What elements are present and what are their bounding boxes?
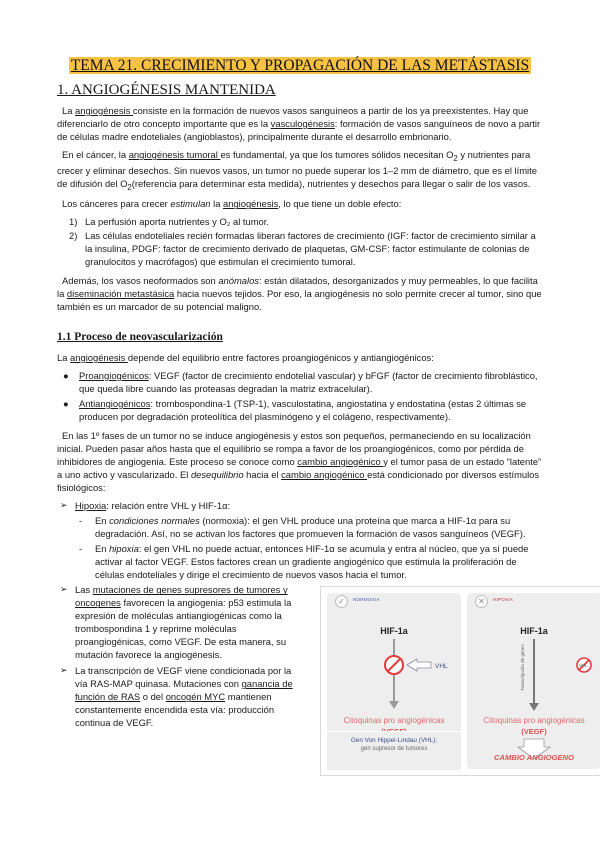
cytokines-left: Citoquinas pro angiogénicas [343,716,445,726]
list-item: 1) La perfusión aporta nutrientes y O₂ al tumor. [69,216,269,228]
arrow-bullet-icon: ➢ [60,499,68,510]
list-item: - En hipoxia: el gen VHL no puede actuar, entonces HIF-1α se acumula y entra al núcleo, que ya sí puede activar al factor VEGF. Estos factores crean un gradiente angiogénico que estimula la proliferación de células endoteliales y dirige el crecimiento de nuevos vasos hacia el tumor. [79,542,529,580]
check-icon: ✓ [335,595,348,608]
paragraph-balance: La angiogénesis depende del equilibrio entre factores proangiogénicos y antiangiogénicos: [57,351,434,363]
vhl-label-right: VHL [579,663,588,669]
hypoxia-sublist [77,515,543,582]
bullet-icon: ● [63,397,69,409]
vhl-label-left: VHL [435,663,448,671]
factors-list [61,370,543,424]
hypoxia-arrows [467,593,600,769]
list-item: ● Proangiogénicos: VEGF (factor de crecimiento endotelial vascular) y bFGF (factor de crecimiento fibroblástico, que queda libre cuando las proteasas degradan la matriz extracelular). [63,369,538,394]
transcription-item: ➢ La transcripción de VEGF viene condicionada por la vía RAS-MAP quinasa. Mutaciones con ganancia de función de RAS o del oncogén MYC mantienen constantemente encendida esta vía: producción continua de VEGF. [60,665,293,729]
bullet-icon: ● [63,369,69,381]
hif-label-left: HIF-1a [380,626,408,637]
list-item: - En condiciones normales (normoxia): el gen VHL produce una proteína que marca a HIF-1α para su degradación. Así, no se activan los factores que promueven la formación de vasos sanguíneos (VEGF). [79,514,526,539]
hypoxia-item: ➢ Hipoxia: relación entre VHL y HIF-1α: [60,499,231,511]
hif-label-right: HIF-1a [520,626,548,637]
normoxia-hypoxia-figure [320,586,600,776]
left-column [57,584,293,730]
bottom-block [57,584,588,763]
section-1-heading: 1. ANGIOGÉNESIS MANTENIDA [57,82,276,99]
paragraph-double-effect: Los cánceres para crecer estimulan la angiogénesis, lo que tiene un doble efecto: [62,198,402,210]
cross-icon: ✕ [475,595,488,608]
paragraph-tumor-angiogenesis: En el cáncer, la angiogénesis tumoral es fundamental, ya que los tumores sólidos necesitan $O_2$ y nutrientes para crecer y eliminar desechos. Sin nuevos vasos, un tumor no puede superar los 1–2 mm de diámetro, que es el límite de difusión del $O_2(referencia$ para determinar esta medida), nutrientes y desechos para llegar o salir de los vasos. [57,149,537,192]
down-arrow-head [389,701,399,709]
list-item: ● Antiangiogénicos: trombospondina-1 (TSP-1), vasculostatina, angiostatina y endostatina (estas 2 últimas se producen por degradación proteolítica del plasminógeno y el colágeno, respectivamente). [63,397,527,422]
cytokines-right: Citoquinas pro angiogénicas (VEGF) [483,716,585,736]
down-arrow-head [529,703,539,711]
normoxia-tag: NORMOXIA [353,597,380,603]
effects-list [69,216,543,269]
section-1-1-heading: 1.1 Proceso de neovascularización [57,331,223,344]
angiogenic-switch-label: CAMBIO ANGIOGENO [494,753,574,763]
arrow-bullet-icon: ➢ [60,584,68,595]
hypoxia-panel [467,593,600,769]
title-block [57,56,543,76]
hypoxia-tag: HIPOXIA [493,597,514,603]
list-item: 2) Las células endoteliales recién formadas liberan factores de crecimiento (IGF: factor de crecimiento similar a la insulina, PDGF: factor de crecimiento derivado de plaquetas, GM-CSF: factor estimulante de colonias de granulocitos y macrófagos) que estimulan el crecimiento tumoral. [69,230,536,268]
arrow-bullet-icon: ➢ [60,665,68,676]
transcription-vertical-label: Transcripción de genes [520,644,525,692]
document-title: TEMA 21. CRECIMIENTO Y PROPAGACIÓN DE LAS METÁSTASIS [70,57,530,74]
vhl-gene-box: Gen Von Hippel-Lindau (VHL): gen supresor de tumores [327,731,461,770]
paragraph-angiogenesis-definition: La angiogénesis consiste en la formación de nuevos vasos sanguíneos a partir de los ya preexistentes. Hay que diferenciarlo de otro concepto importante que es la vasculogénesis: formación de vasos sanguíneos de novo a partir de células madre endoteliales (angioblastos), principalmente durante el desarrollo embrionario. [57,105,541,143]
paragraph-anomalous-vessels: Además, los vasos neoformados son anómalos: están dilatados, desorganizados y muy permeables, lo que facilita la diseminación metastásica hacia nuevos tejidos. Por eso, la angiogénesis no solo permite crecer al tumor, sino que también es un marcador de su potencial maligno. [57,275,542,313]
left-arrow-icon [407,659,431,671]
mutations-item: ➢ Las mutaciones de genes supresores de tumores y oncogenes favorecen la angiogenia: p53 estimula la expresión de moléculas antiangiogénicas como la trombospondina 1 y reprime moléculas proangiogénicas, como VEGF. De esta manera, su mutación favorece la angiogénesis. [60,584,292,661]
paragraph-angiogenic-switch: En las 1º fases de un tumor no se induce angiogénesis y estos son pequeños, permaneciendo en su localización inicial. Pueden pasar años hasta que el equilibrio se rompa a favor de los proangiogénicos, como por pérdida de inhibidores de angiogenia. Este proceso se conoce como cambio angiogénico y el tumor pasa de un estado “latente” a uno activo y vascularizado. El desequilibrio hacia el cambio angiogénico está condicionado por diversos estímulos fisiológicos: [57,429,542,493]
